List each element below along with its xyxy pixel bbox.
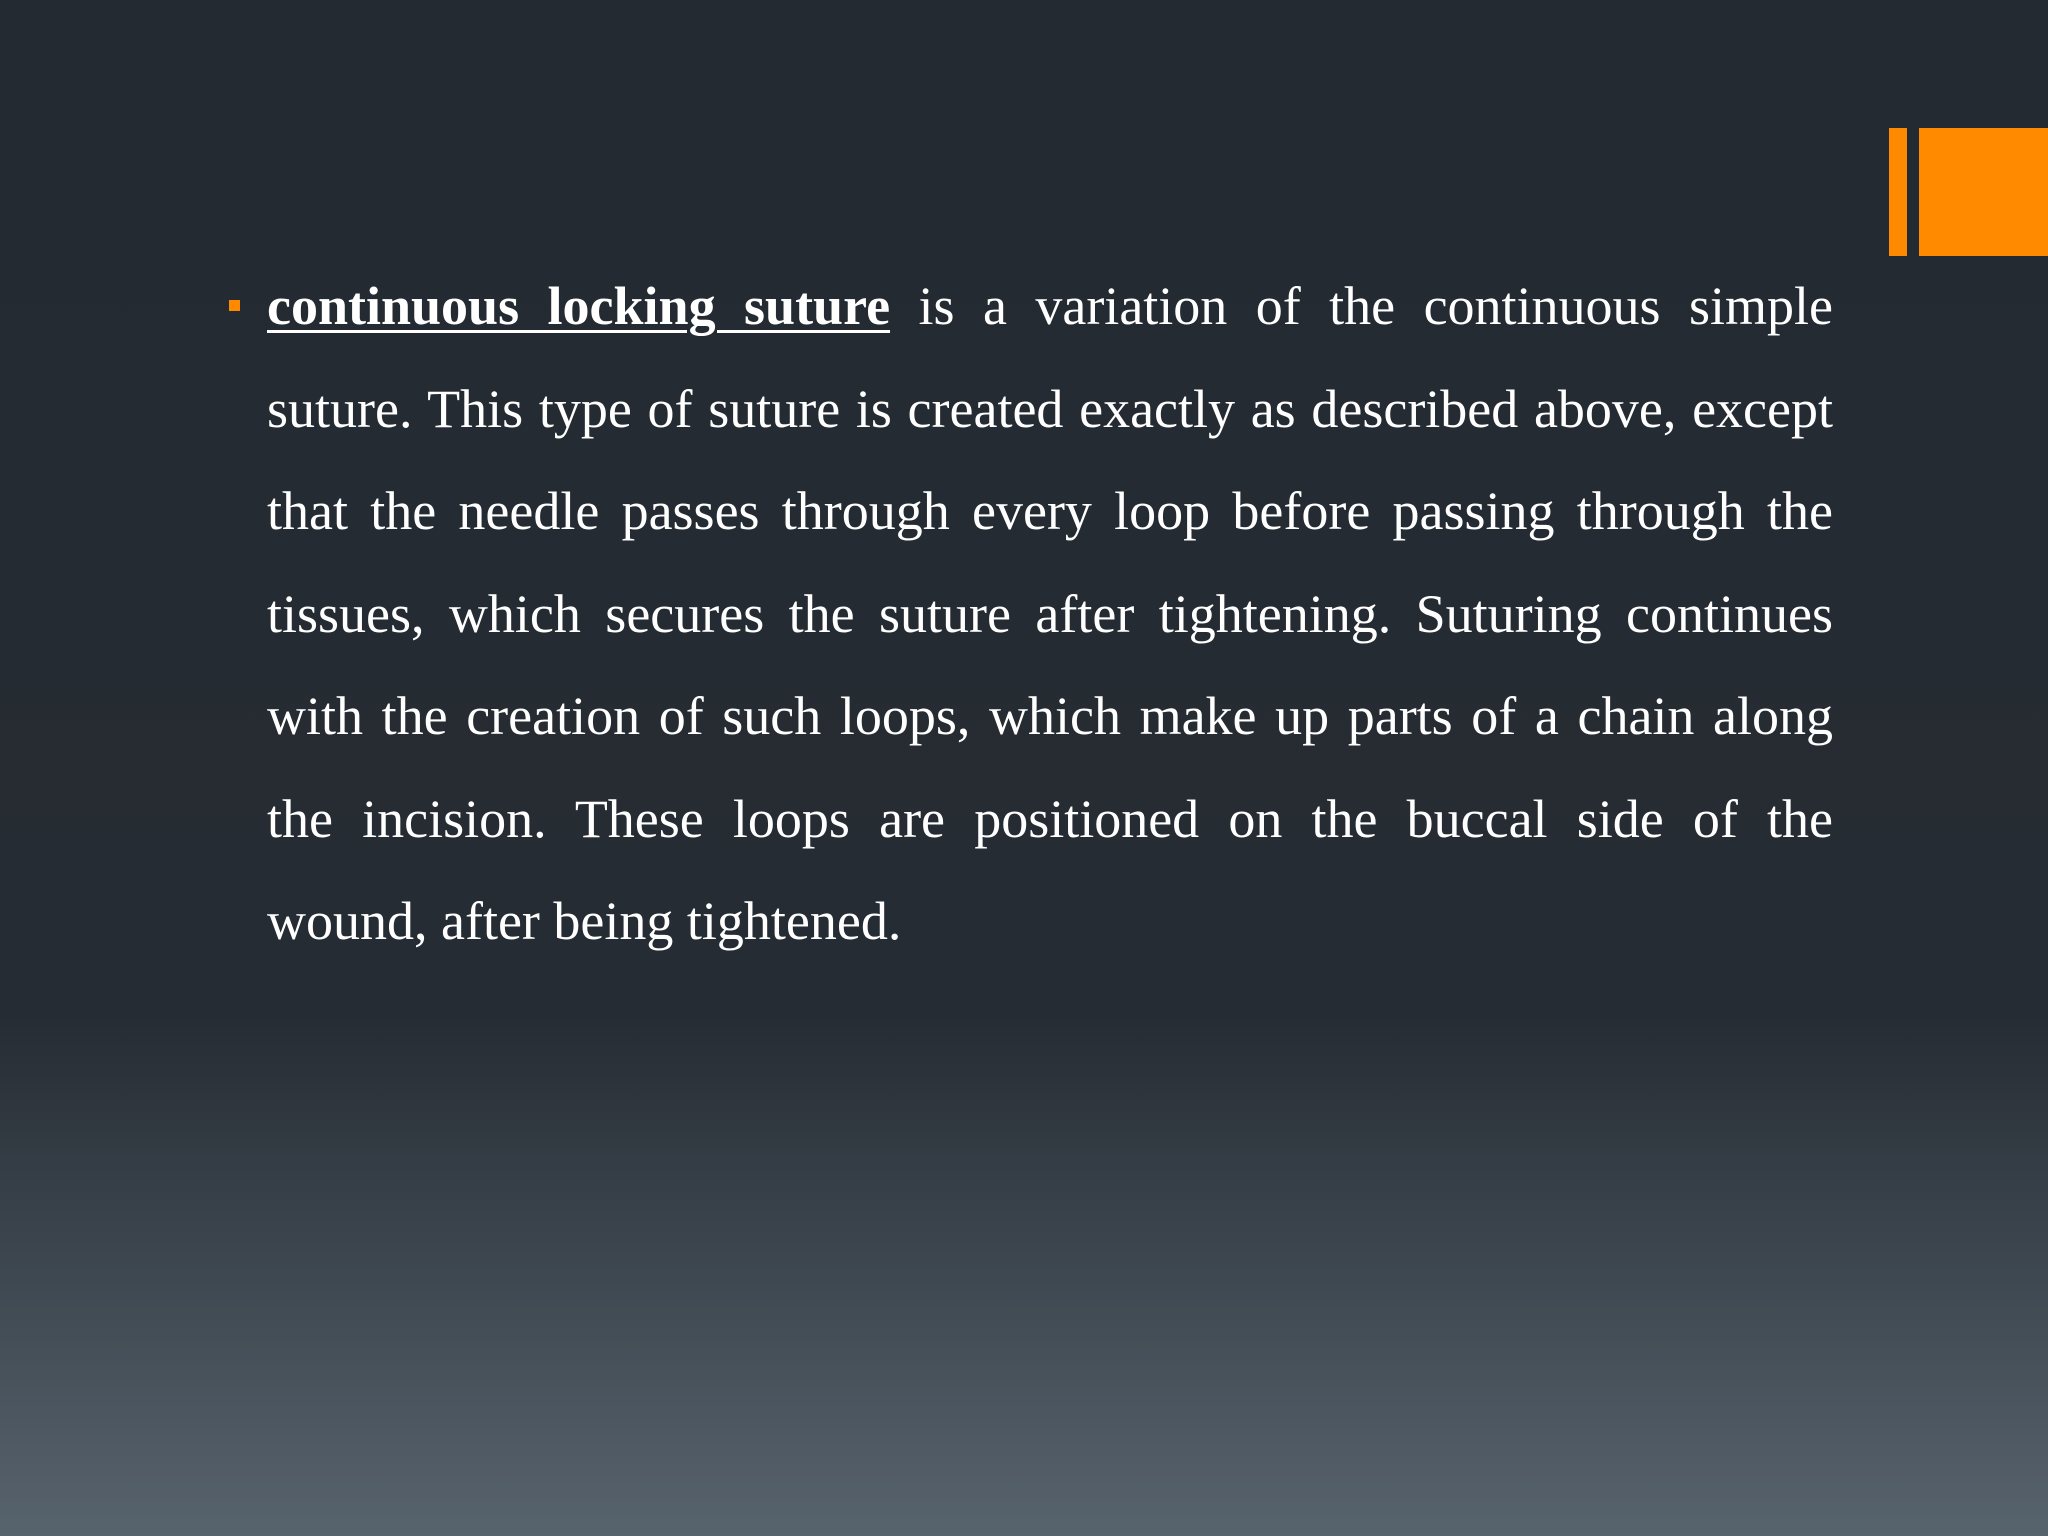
accent-bar-thin <box>1889 128 1907 256</box>
bullet-item <box>225 255 1833 973</box>
bullet-text: is a variation of the continuous simple suture. This type of suture is created exactly as described above, except that the needle passes through every loop before passing through the tissues, which secures the suture after tightening. Suturing continues with the creation of such loops, which make up parts of a chain along the incision. These loops are positioned on the buccal side of the wound, after being tightened. <box>267 276 1833 951</box>
slide-content <box>225 255 1833 973</box>
accent-bar-thick <box>1919 128 2048 256</box>
bullet-term: continuous locking suture <box>267 276 891 336</box>
bullet-square-icon <box>229 300 240 311</box>
